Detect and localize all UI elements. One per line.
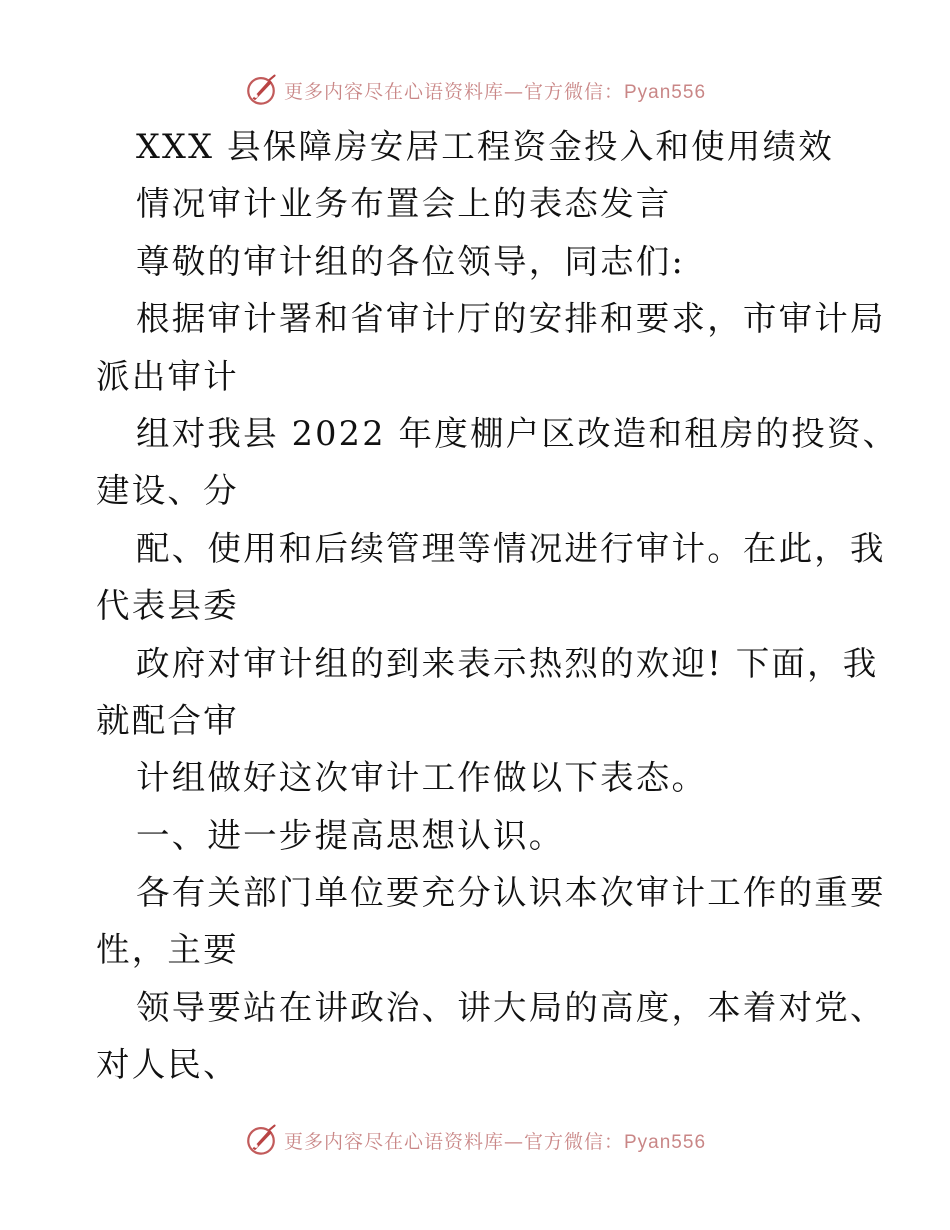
watermark-site-text: 更多内容尽在心语资料库 [283,80,504,103]
quill-pen-logo-icon [244,1123,278,1157]
doc-line: 建设、分 [96,471,239,511]
watermark-text [284,1127,706,1154]
doc-line: 根据审计署和省审计厅的安排和要求，市审计局 [136,299,886,339]
doc-line: XXX 县保障房安居工程资金投入和使用绩效 [136,127,834,166]
doc-line: 各有关部门单位要充分认识本次审计工作的重要 [136,873,886,913]
doc-line: 派出审计 [96,356,239,396]
doc-line: 组对我县 2022 年度棚户区改造和租房的投资、 [136,413,899,453]
doc-line: 情况审计业务布置会上的表态发言 [136,184,672,224]
watermark-separator: — [503,1130,524,1153]
document-body [96,118,899,1094]
doc-line: 就配合审 [96,700,239,740]
watermark-text [284,77,706,104]
watermark-separator: — [503,80,524,103]
doc-line: 一、进一步提高思想认识。 [136,815,565,855]
watermark-wechat-id: Pyan556 [624,81,707,103]
header-watermark-banner [0,70,950,110]
doc-line: 政府对审计组的到来表示热烈的欢迎! 下面，我 [136,643,879,683]
watermark-wechat-label: 官方微信： [523,80,624,103]
watermark-wechat-id: Pyan556 [624,1131,707,1153]
doc-line: 代表县委 [96,586,239,626]
doc-line: 配、使用和后续管理等情况进行审计。在此，我 [136,528,886,568]
doc-line: 尊敬的审计组的各位领导，同志们: [136,241,685,281]
footer-watermark-banner [0,1120,950,1160]
watermark-site-text: 更多内容尽在心语资料库 [283,1130,504,1153]
doc-line: 性，主要 [96,930,239,970]
doc-line: 计组做好这次审计工作做以下表态。 [136,758,708,798]
watermark-wechat-label: 官方微信： [523,1130,624,1153]
doc-line: 对人民、 [96,1045,239,1085]
doc-line: 领导要站在讲政治、讲大局的高度，本着对党、 [136,987,886,1027]
quill-pen-logo-icon [244,73,278,107]
